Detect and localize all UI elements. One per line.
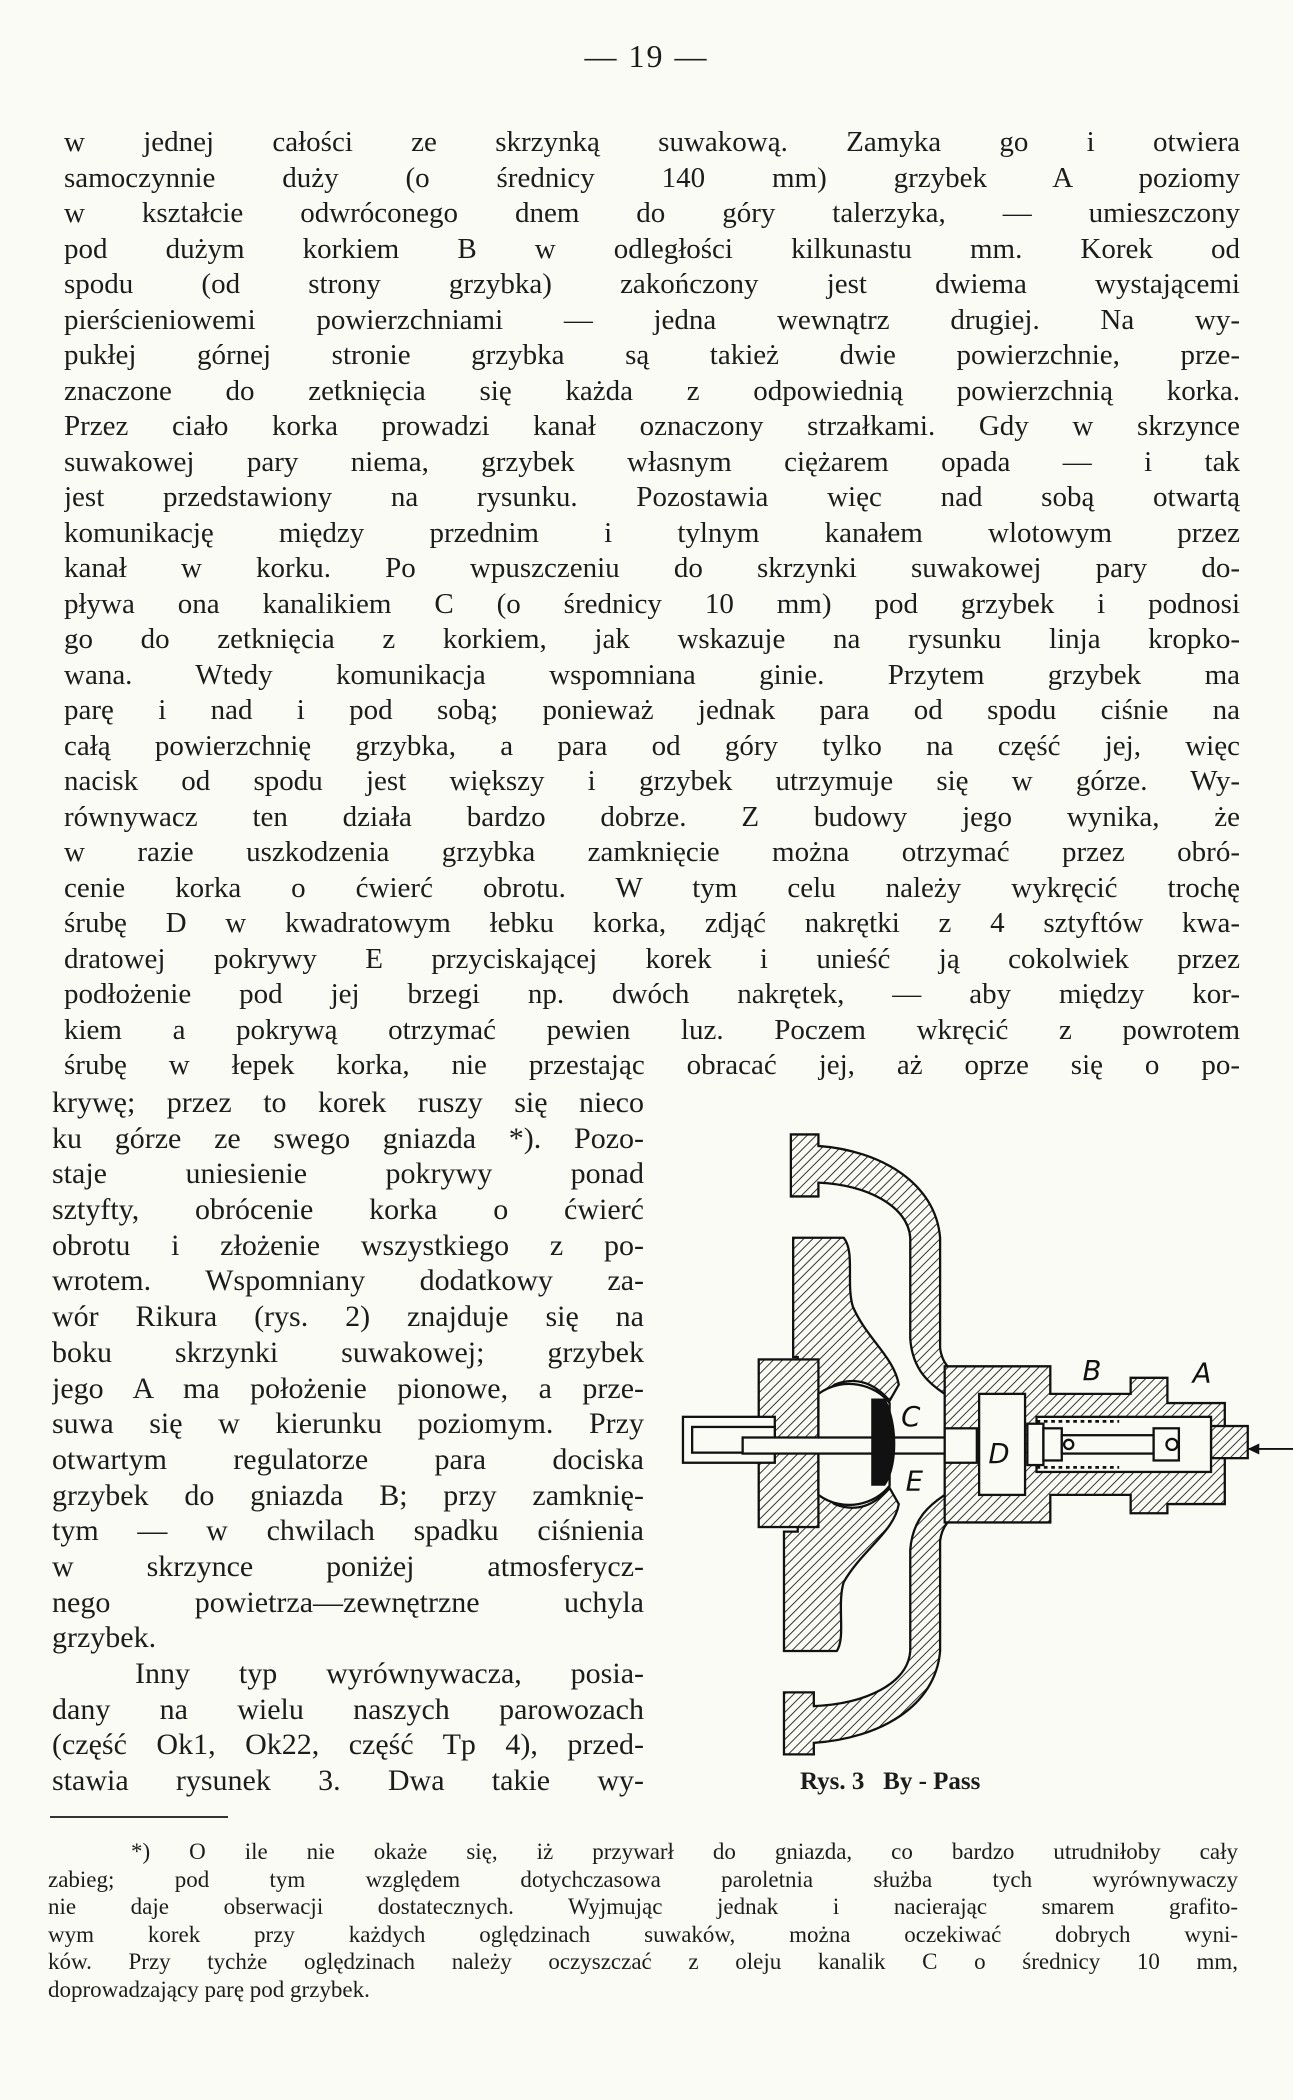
- text-line: tym — w chwilach spadku ciśnienia: [52, 1514, 644, 1548]
- text-line: wana. Wtedy komunikacja wspomniana ginie. Przytem grzybek ma: [64, 658, 1240, 691]
- text-line: w razie uszkodzenia grzybka zamknięcie można otrzymać przez obró-: [64, 836, 1240, 868]
- left-column-text-block: [52, 1085, 644, 1799]
- text-line: znaczone do zetknięcia się każda z odpowiednią powierzchnią korka.: [64, 374, 1240, 407]
- text-line: śrubę w łepek korka, nie przestając obracać jej, aż oprze się o po-: [64, 1049, 1240, 1081]
- text-line: pukłej górnej stronie grzybka są takież dwie powierzchnie, prze-: [64, 339, 1240, 371]
- text-line: ku górze ze swego gniazda *). Pozo-: [52, 1121, 644, 1155]
- text-line: (część Ok1, Ok22, część Tp 4), przed-: [52, 1728, 644, 1762]
- text-line: całą powierzchnię grzybka, a para od góry tylko na część jej, więc: [64, 729, 1240, 762]
- nozzle: [1211, 1426, 1248, 1458]
- text-line: krywę; przez to korek ruszy się nieco: [52, 1086, 644, 1119]
- text-line: nacisk od spodu jest większy i grzybek utrzymuje się w górze. Wy-: [64, 765, 1240, 797]
- text-line: Inny typ wyrównywacza, posia-: [135, 1657, 644, 1690]
- text-line: kanał w korku. Po wpuszczeniu do skrzynki suwakowej pary do-: [64, 552, 1240, 584]
- text-line: pierścieniowemi powierzchniami — jedna wewnątrz drugiej. Na wy-: [64, 303, 1240, 336]
- figure-bypass-valve-diagram: [660, 1100, 1293, 1820]
- footnote-divider: [50, 1816, 228, 1818]
- text-line: wór Rikura (rys. 2) znajduje się na: [52, 1300, 644, 1334]
- text-line: w kształcie odwróconego dnem do góry talerzyka, — umieszczony: [64, 197, 1240, 229]
- text-line: wrotem. Wspomniany dodatkowy za-: [52, 1264, 644, 1298]
- text-line: parę i nad i pod sobą; ponieważ jednak para od spodu ciśnie na: [64, 694, 1240, 726]
- main-text-block: [64, 125, 1240, 1084]
- text-line: sztyfty, obrócenie korka o ćwierć: [52, 1193, 644, 1227]
- text-line: boku skrzynki suwakowej; grzybek: [52, 1335, 644, 1369]
- text-line: podłożenie pod jej brzegi np. dwóch nakrętek, — aby między kor-: [64, 978, 1240, 1010]
- text-line: spodu (od strony grzybka) zakończony jest dwiema wystającemi: [64, 268, 1240, 300]
- text-line: komunikację między przednim i tylnym kanałem wlotowym przez: [64, 516, 1240, 549]
- text-line: suwa się w kierunku poziomym. Przy: [52, 1407, 644, 1441]
- text-line: Przez ciało korka prowadzi kanał oznaczony strzałkami. Gdy w skrzynce: [64, 410, 1240, 442]
- text-line: dratowej pokrywy E przyciskającej korek i unieść ją cokolwiek przez: [64, 942, 1240, 975]
- text-line: otwartym regulatorze para dociska: [52, 1442, 644, 1476]
- valve-disc: [871, 1398, 895, 1485]
- text-line: kiem a pokrywą otrzymać pewien luz. Poczem wkręcić z powrotem: [64, 1013, 1240, 1046]
- text-line: w skrzynce poniżej atmosferycz-: [52, 1549, 644, 1583]
- footnote-line: ków. Przy tychże oględzinach należy oczyszczać z oleju kanalik C o średnicy 10 mm,: [48, 1949, 1238, 1975]
- text-line: grzybek do gniazda B; przy zamknię-: [52, 1478, 644, 1512]
- text-line: grzybek.: [52, 1621, 157, 1655]
- footnote-line: nie daje obserwacji dostatecznych. Wyjmując jednak i nacierając smarem grafito-: [48, 1894, 1238, 1920]
- footnote-line: doprowadzający parę pod grzybek.: [48, 1976, 370, 2002]
- text-line: samoczynnie duży (o średnicy 140 mm) grzybek A poziomy: [64, 161, 1240, 194]
- page-number: — 19 —: [584, 38, 709, 74]
- text-line: nego powietrza—zewnętrzne uchyla: [52, 1585, 644, 1619]
- text-line: cenie korka o ćwierć obrotu. W tym celu należy wykręcić trochę: [64, 871, 1240, 904]
- text-line: suwakowej pary niema, grzybek własnym ciężarem opada — i tak: [64, 445, 1240, 478]
- footnote-block: [48, 1838, 1238, 2004]
- text-line: równywacz ten działa bardzo dobrze. Z budowy jego wynika, że: [64, 800, 1240, 833]
- text-line: pod dużym korkiem B w odległości kilkunastu mm. Korek od: [64, 232, 1240, 265]
- footnote-line: *) O ile nie okaże się, iż przywarł do gniazda, co bardzo utrudniłoby cały: [131, 1839, 1238, 1864]
- text-line: śrubę D w kwadratowym łebku korka, zdjąć nakrętki z 4 sztyftów kwa-: [64, 907, 1240, 939]
- text-line: dany na wielu naszych parowozach: [52, 1692, 644, 1726]
- footnote-line: wym korek przy każdych oględzinach suwaków, można oczekiwać dobrych wyni-: [48, 1921, 1238, 1947]
- text-line: go do zetknięcia z korkiem, jak wskazuje na rysunku linja kropko-: [64, 623, 1240, 655]
- text-line: jest przedstawiony na rysunku. Pozostawia więc nad sobą otwartą: [64, 481, 1240, 513]
- text-line: staje uniesienie pokrywy ponad: [52, 1157, 644, 1191]
- text-line: jego A ma położenie pionowe, a prze-: [52, 1371, 644, 1405]
- label-e: E: [905, 1465, 924, 1498]
- label-b: B: [1082, 1355, 1102, 1388]
- text-line: obrotu i złożenie wszystkiego z po-: [52, 1228, 644, 1262]
- label-c: C: [901, 1401, 921, 1434]
- text-line: w jednej całości ze skrzynką suwakową. Zamyka go i otwiera: [64, 126, 1240, 158]
- footnote-line: zabieg; pod tym względem dotychczasowa paroletnia służba tych wyrównywaczy: [48, 1866, 1238, 1892]
- spindle: [743, 1438, 954, 1454]
- figure-caption: Rys. 3 By - Pass: [800, 1768, 981, 1795]
- text-line: stawia rysunek 3. Dwa takie wy-: [52, 1764, 644, 1798]
- label-a: A: [1192, 1357, 1212, 1390]
- text-line: pływa ona kanalikiem C (o średnicy 10 mm) pod grzybek i podnosi: [64, 587, 1240, 620]
- label-d: D: [988, 1437, 1010, 1470]
